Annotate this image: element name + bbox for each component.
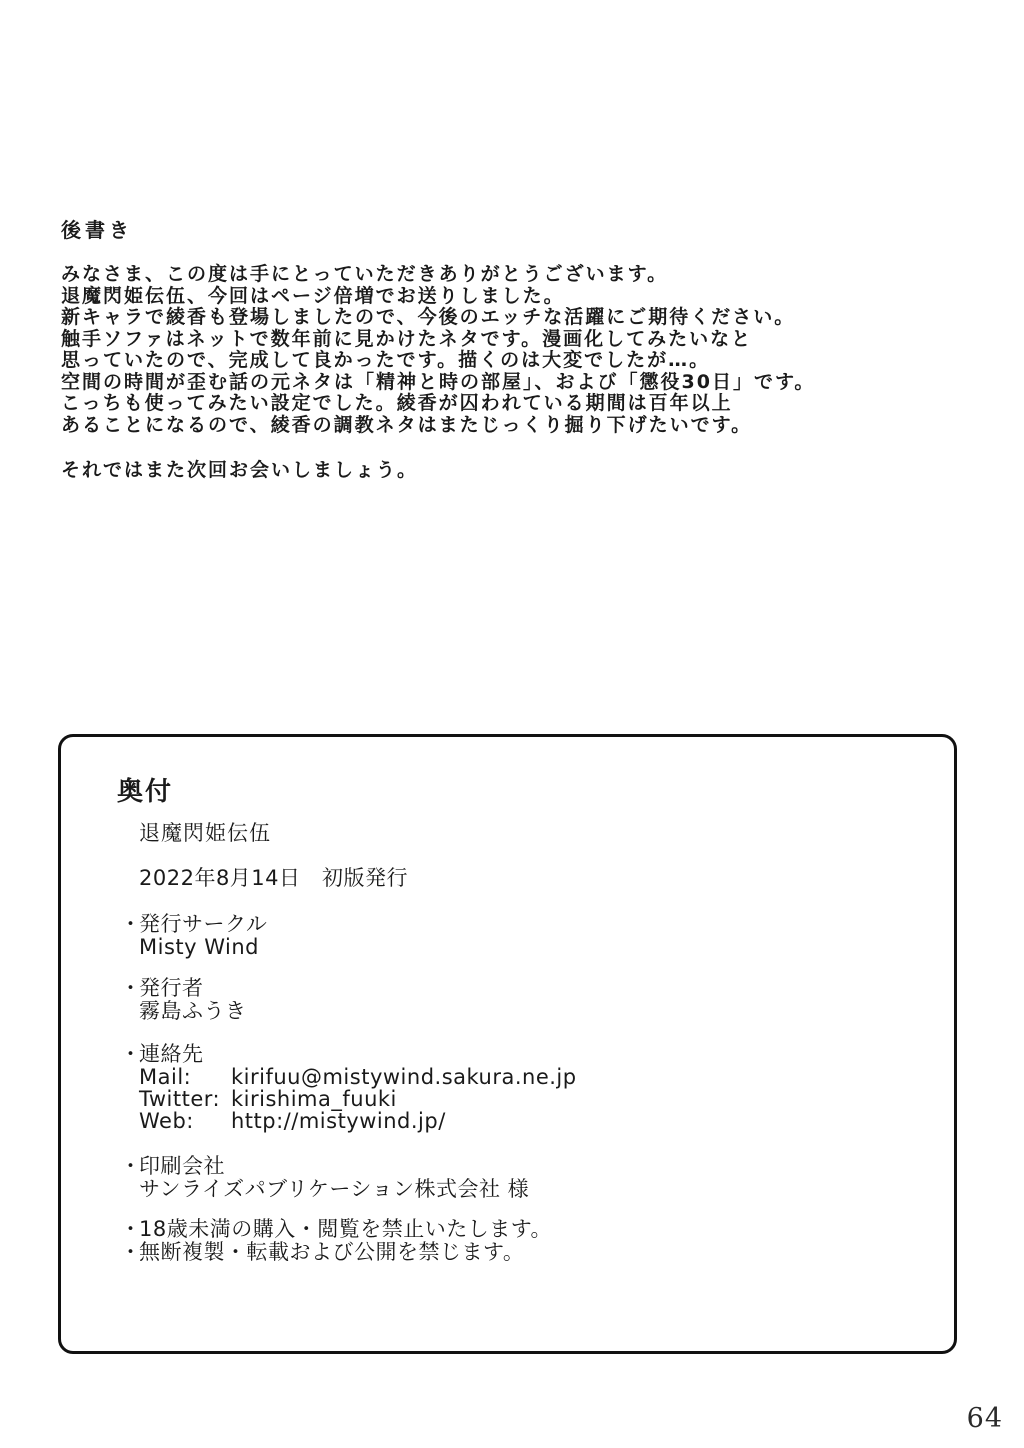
circle-label: 発行サークル xyxy=(139,912,268,936)
colophon-heading: 奥付 xyxy=(117,777,174,807)
web-label: Web: xyxy=(139,1109,194,1133)
notice-text: 18歳未満の購入・閲覧を禁止いたします。 xyxy=(139,1217,553,1241)
colophon-box xyxy=(58,734,957,1354)
bullet: ・ xyxy=(120,1154,142,1178)
publisher-label: 発行者 xyxy=(139,976,204,1000)
printer-group xyxy=(120,1155,924,1201)
notice-age-restriction xyxy=(120,1218,924,1241)
afterword-line: あることになるので、綾香の調教ネタはまたじっくり掘り下げたいです。 xyxy=(61,413,753,436)
twitter-label: Twitter: xyxy=(139,1087,221,1111)
bullet: ・ xyxy=(120,912,142,936)
circle-name: Misty Wind xyxy=(139,935,260,959)
page-number: 64 xyxy=(966,1403,1003,1434)
contact-row-mail xyxy=(139,1066,577,1088)
publisher-name: 霧島ふうき xyxy=(139,999,247,1023)
book-title: 退魔閃姫伝伍 xyxy=(139,821,271,845)
bullet: ・ xyxy=(120,1042,142,1066)
contact-row-web xyxy=(139,1110,577,1132)
afterword-line: こっちも使ってみたい設定でした。綾香が囚われている期間は百年以上 xyxy=(61,392,733,414)
afterword-section xyxy=(61,219,815,482)
afterword-closing: それではまた次回お会いしましょう。 xyxy=(61,459,419,481)
contact-label: 連絡先 xyxy=(139,1042,204,1066)
twitter-value: kirishima_fuuki xyxy=(231,1087,397,1111)
notice-text: 無断複製・転載および公開を禁じます。 xyxy=(139,1240,525,1264)
afterword-line: 触手ソファはネットで数年前に見かけたネタです。漫画化してみたいなと xyxy=(61,327,753,350)
afterword-title: 後書き xyxy=(61,218,133,242)
bullet: ・ xyxy=(120,1240,142,1264)
circle-group xyxy=(120,913,924,959)
bullet: ・ xyxy=(120,1217,142,1241)
printer-name: サンライズパブリケーション株式会社 様 xyxy=(139,1177,530,1201)
afterword-paragraph xyxy=(61,264,815,436)
publisher-group xyxy=(120,977,924,1023)
contact-row-twitter xyxy=(139,1088,577,1110)
publication-date: 2022年8月14日 初版発行 xyxy=(139,866,409,890)
afterword-line: 退魔閃姫伝伍、今回はページ倍増でお送りしました。 xyxy=(61,284,565,307)
web-value: http://mistywind.jp/ xyxy=(231,1109,446,1133)
notices xyxy=(117,1218,924,1264)
afterword-line: 思っていたので、完成して良かったです。描くのは大変でしたが…。 xyxy=(61,349,711,371)
afterword-line: 空間の時間が歪む話の元ネタは「精神と時の部屋」、および「懲役30日」です。 xyxy=(61,370,816,393)
afterword-line: 新キャラで綾香も登場しましたので、今後のエッチな活躍にご期待ください。 xyxy=(61,306,796,328)
printer-label: 印刷会社 xyxy=(139,1154,225,1178)
mail-value: kirifuu@mistywind.sakura.ne.jp xyxy=(231,1065,577,1089)
contact-group xyxy=(120,1043,924,1132)
mail-label: Mail: xyxy=(139,1065,192,1089)
bullet: ・ xyxy=(120,976,142,1000)
afterword-line: みなさま、この度は手にとっていただきありがとうございます。 xyxy=(61,263,669,285)
notice-no-reproduction xyxy=(120,1241,924,1264)
